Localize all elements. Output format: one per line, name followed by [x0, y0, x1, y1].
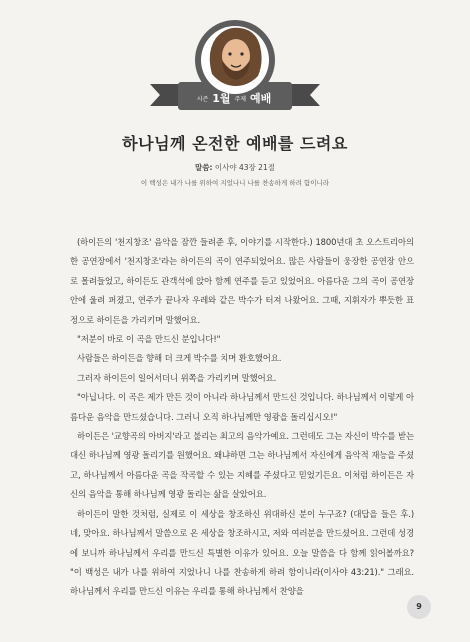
verse-quote: 이 백성은 내가 나를 위하여 지었나니 나를 찬송하게 하려 함이니라 [140, 179, 330, 187]
paragraph: "아닙니다. 이 곡은 제가 만든 것이 아니라 하나님께서 만드신 것입니다. 하나님께서 이렇게 아름다운 음악을 만드셨습니다. 그러니 오직 하나님께만 영광을 돌리십시오!" [70, 392, 414, 422]
verse-ref: 이사야 43장 21절 [214, 163, 275, 172]
paragraph: "저분이 바로 이 곡을 만드신 분입니다!" [77, 334, 221, 345]
page-title: 하나님께 온전한 예배를 드려요 [122, 134, 348, 153]
paragraph: 사람들은 하이든을 향해 더 크게 박수를 치며 환호했어요. [77, 353, 282, 364]
body-text [70, 233, 414, 602]
season-prefix: 시즌 [196, 96, 209, 103]
verse-reference [0, 162, 470, 173]
paragraph: (하이든의 '천지창조' 음악을 잠깐 들려준 후, 이야기를 시작한다.) 1800년대 초 오스트리아의 한 공연장에서 '천지창조'라는 하이든의 곡이 연주되었어요. 많은 사람들이 웅장한 공연장 안으로 몰려들었고, 하이든도 관객석에 앉아 함께 연주를 듣고 있었어요. 아름다운 그의 곡이 공연장 안에 울려 퍼졌고, 연주가 끝나자 우레와 같은 박수가 터져 나왔어요. 그때, 지휘자가 뿌듯한 표정으로 하이든을 가리키며 말했어요. [70, 237, 414, 325]
verse-label: 말씀: [195, 163, 213, 172]
paragraph: 하이든은 '교향곡의 아버지'라고 불리는 최고의 음악가예요. 그런데도 그는 자신이 박수를 받는 대신 하나님께 영광 돌리기를 원했어요. 왜냐하면 그는 하나님께서 자신에게 음악적 재능을 주셨고, 하나님께서 아름다운 곡을 작곡할 수 있는 지혜를 주셨다고 믿었기든요. 이처럼 하이든은 자신의 음악을 통해 하나님께 영광 돌리는 삶을 살았어요. [70, 431, 414, 500]
month-label: 1월 [212, 92, 231, 105]
header-emblem [0, 8, 470, 118]
theme-label: 예배 [249, 92, 272, 105]
paragraph: 하이든이 말한 것처럼, 실제로 이 세상을 창조하신 위대하신 분이 누구죠? (대답을 들은 후.) 네, 맞아요. 하나님께서 말씀으로 온 세상을 창조하시고, 저와 여러분을 만드셨어요. 그런데 성경에 보니까 하나님께서 우리를 만드신 특별한 이유가 있어요. 오늘 말씀을 다 함께 읽어볼까요? "이 백성은 내가 나를 위하여 지었나니 나를 찬송하게 하려 함이니라(이사야 43:21)." 그래요. 하나님께서 우리를 만드신 이유는 우리를 통해 하나님께서 찬양을 [70, 508, 414, 597]
jesus-portrait-icon [210, 28, 262, 86]
paragraph: 그러자 하이든이 일어서더니 위쪽을 가리키며 말했어요. [77, 372, 277, 383]
header-banner-text [0, 92, 470, 107]
page-number: 9 [407, 595, 431, 619]
theme-prefix: 주제 [234, 96, 247, 103]
